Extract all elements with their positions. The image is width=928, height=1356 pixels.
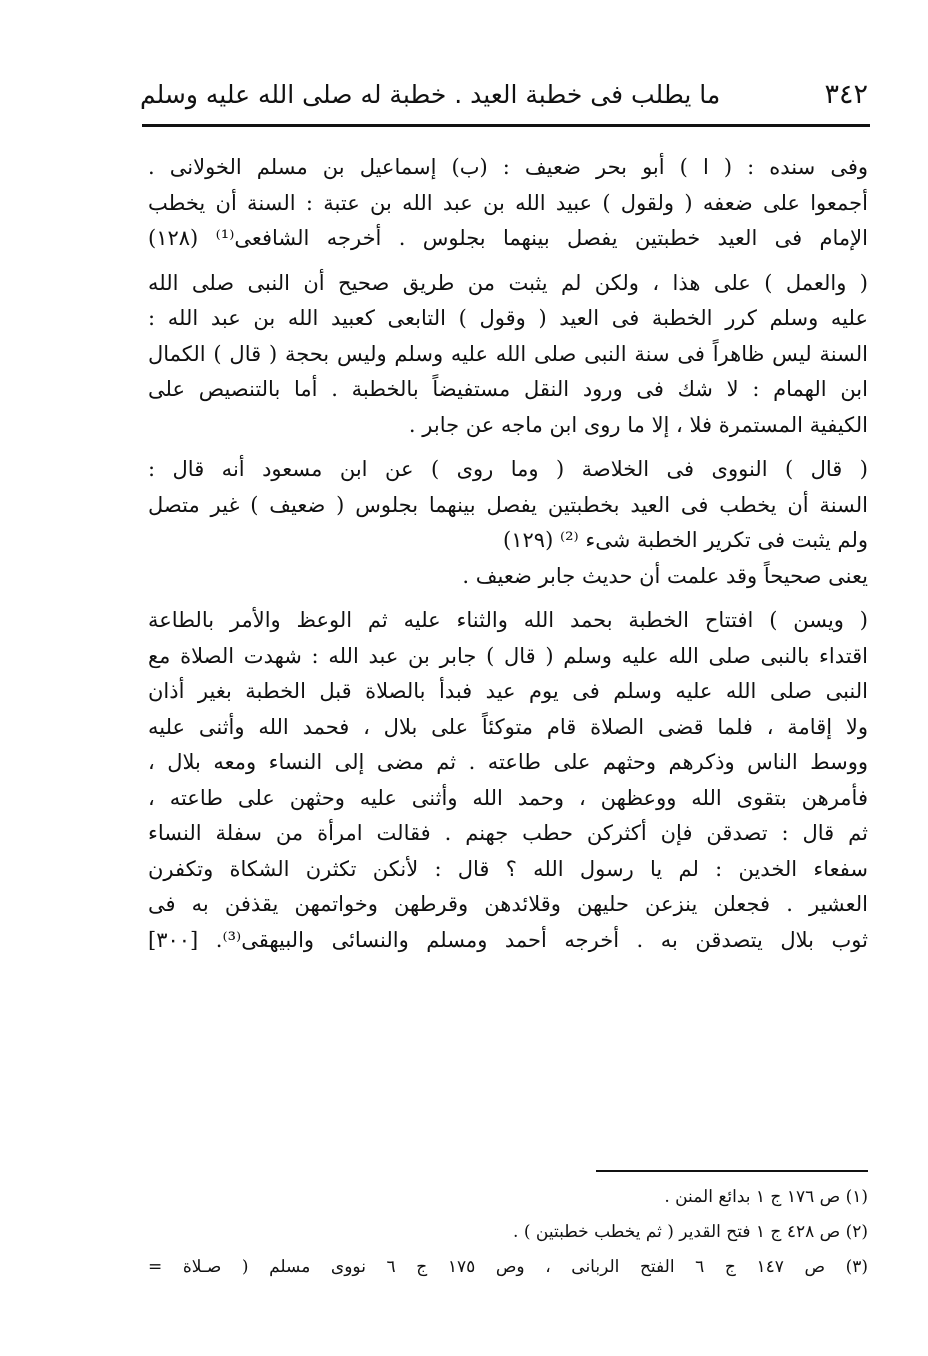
text-line: العشير . فجعلن ينزعن حليهن وقلائدهن وقرطهن وخواتمهن يقذفن به فى xyxy=(148,892,868,916)
text-line: النبى صلى الله عليه وسلم فى يوم عيد فبدأ بالصلاة قبل الخطبة بغير أذان xyxy=(148,679,868,703)
text-line: السنة أن يخطب فى العيد بخطبتين يفصل بينهما بجلوس ( ضعيف ) غير متصل xyxy=(148,492,868,517)
text-line: ابن الهمام : لا شك فى ورود النقل مستفيضاً بالخطبة . أما بالتنصيص على xyxy=(148,377,868,401)
text-line: ثم قال : تصدقن فإن أكثركن حطب جهنم . فقالت امرأة من سفلة النساء xyxy=(148,821,868,845)
page-header xyxy=(140,72,868,116)
paragraph-2 xyxy=(148,266,868,444)
header-rule xyxy=(142,124,870,127)
text-line: ثوب بلال يتصدقن به . أخرجه أحمد ومسلم والنسائى والبيهقى⁽³⁾. [٣٠٠] xyxy=(148,927,868,952)
paragraph-3 xyxy=(148,452,868,594)
running-title: ما يطلب فى خطبة العيد . خطبة له صلى الله عليه وسلم xyxy=(140,79,721,109)
paragraph-4 xyxy=(148,603,868,958)
text-line: سفعاء الخدين : لم يا رسول الله ؟ قال : لأنكن تكثرن الشكاة وتكفرن xyxy=(148,856,868,881)
text-line: عليه وسلم كرر الخطبة فى العيد ( وقول ) التابعى كعبيد الله بن عبد الله : xyxy=(148,306,868,330)
text-line: ( قال ) النووى فى الخلاصة ( وما روى ) عن ابن مسعود أنه قال : xyxy=(148,457,868,481)
text-line: الكيفية المستمرة فلا ، إلا ما روى ابن ماجه عن جابر . xyxy=(408,412,868,437)
footnotes xyxy=(148,1180,868,1285)
footnote-2: (٢) ص ٤٢٨ ج ١ فتح القدير ( ثم يخطب خطبتين ) . xyxy=(513,1222,868,1242)
text-line: ولا إقامة ، فلما قضى الصلاة قام متوكئاً على بلال ، فحمد الله وأثنى عليه xyxy=(148,714,868,739)
paragraph-1 xyxy=(148,150,868,257)
text-line: ( والعمل ) على هذا ، ولكن لم يثبت من طريق صحيح أن النبى صلى الله xyxy=(148,270,868,295)
text-line: ولم يثبت فى تكرير الخطبة شىء ⁽²⁾ (١٢٩) xyxy=(503,528,868,552)
page-number: ٣٤٢ xyxy=(824,78,868,110)
text-line: ( ويسن ) افتتاح الخطبة بحمد الله والثناء عليه ثم الوعظ والأمر بالطاعة xyxy=(148,608,868,632)
body-text xyxy=(148,150,868,967)
footnote-rule xyxy=(596,1170,868,1172)
text-line: وفى سنده : ( ا ) أبو بحر ضعيف : (ب) إسماعيل بن مسلم الخولانى . xyxy=(148,155,868,179)
text-line: فأمرهن بتقوى الله ووعظهن ، وحمد الله وأثنى عليه وحثهن على طاعته ، xyxy=(148,785,868,810)
text-line: السنة ليس ظاهراً فى سنة النبى صلى الله عليه وسلم وليس بحجة ( قال ) الكمال xyxy=(148,341,868,366)
text-line: يعنى صحيحاً وقد علمت أن حديث جابر ضعيف . xyxy=(462,563,868,588)
footnote-3: (٣) ص ١٤٧ ج ٦ الفتح الربانى ، وص ١٧٥ ج ٦ نووى مسلم ( صـلاة = xyxy=(148,1257,868,1277)
footnote-1: (١) ص ١٧٦ ج ١ بدائع المنن . xyxy=(664,1187,868,1207)
text-line: اقتداء بالنبى صلى الله عليه وسلم ( قال ) جابر بن عبد الله : شهدت الصلاة مع xyxy=(148,643,868,668)
text-line: ووسط الناس وذكرهم وحثهم على طاعته . ثم مضى إلى النساء ومعه بلال ، xyxy=(148,750,868,774)
text-line: الإمام فى العيد خطبتين يفصل بينهما بجلوس . أخرجه الشافعى⁽¹⁾ (١٢٨) xyxy=(148,226,868,250)
text-line: أجمعوا على ضعفه ( ولقول ) عبيد الله بن عبد الله بن عتبة : السنة أن يخطب xyxy=(148,190,868,215)
